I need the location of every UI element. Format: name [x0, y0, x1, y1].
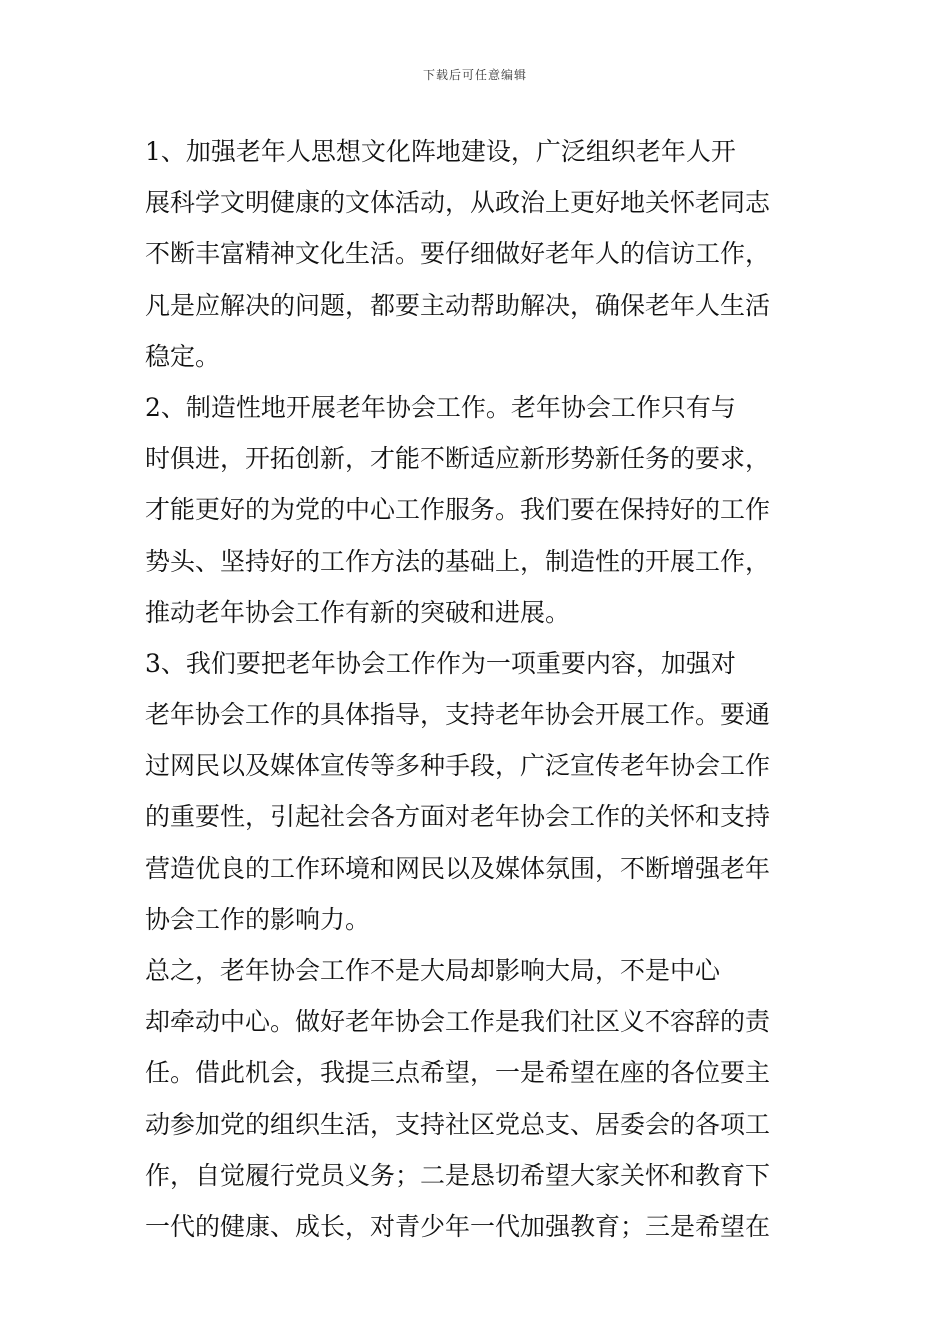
- text-line: 才能更好的为党的中心工作服务。我们要在保持好的工作: [145, 495, 771, 525]
- text-line: 推动老年协会工作有新的突破和进展。: [145, 597, 571, 627]
- document-body: [145, 126, 810, 1252]
- text-line: 却牵动中心。做好老年协会工作是我们社区义不容辞的责: [145, 1007, 771, 1037]
- text-line: 1、加强老年人思想文化阵地建设，广泛组织老年人开: [145, 137, 736, 166]
- text-line: 2、制造性地开展老年协会工作。老年协会工作只有与: [145, 392, 736, 422]
- text-line: 任。借此机会，我提三点希望，一是希望在座的各位要主: [145, 1058, 771, 1088]
- text-line: 动参加党的组织生活，支持社区党总支、居委会的各项工: [145, 1109, 771, 1139]
- paragraph-1: [145, 126, 810, 382]
- text-line: 总之，老年协会工作不是大局却影响大局，不是中心: [145, 956, 721, 985]
- text-line: 协会工作的影响力。: [145, 904, 371, 934]
- text-line: 过网民以及媒体宣传等多种手段，广泛宣传老年协会工作: [145, 751, 771, 781]
- paragraph-3: [145, 638, 810, 945]
- text-line: 作，自觉履行党员义务；二是恳切希望大家关怀和教育下: [145, 1160, 771, 1190]
- text-line: 稳定。: [145, 341, 221, 371]
- text-line: 营造优良的工作环境和网民以及媒体氛围，不断增强老年: [145, 853, 771, 883]
- text-line: 时俱进，开拓创新，才能不断适应新形势新任务的要求，: [145, 444, 771, 474]
- text-line: 的重要性，引起社会各方面对老年协会工作的关怀和支持: [145, 802, 771, 832]
- text-line: 一代的健康、成长，对青少年一代加强教育；三是希望在: [145, 1211, 771, 1241]
- text-line: 3、我们要把老年协会工作作为一项重要内容，加强对: [145, 648, 736, 678]
- text-line: 展科学文明健康的文体活动，从政治上更好地关怀老同志: [145, 188, 771, 218]
- paragraph-2: [145, 382, 810, 638]
- text-line: 凡是应解决的问题，都要主动帮助解决，确保老年人生活: [145, 290, 771, 320]
- header-note: 下载后可任意编辑: [422, 68, 527, 82]
- paragraph-4: [145, 945, 810, 1252]
- text-line: 老年协会工作的具体指导，支持老年协会开展工作。要通: [145, 700, 771, 730]
- text-line: 不断丰富精神文化生活。要仔细做好老年人的信访工作，: [145, 239, 771, 269]
- text-line: 势头、坚持好的工作方法的基础上，制造性的开展工作，: [145, 546, 771, 576]
